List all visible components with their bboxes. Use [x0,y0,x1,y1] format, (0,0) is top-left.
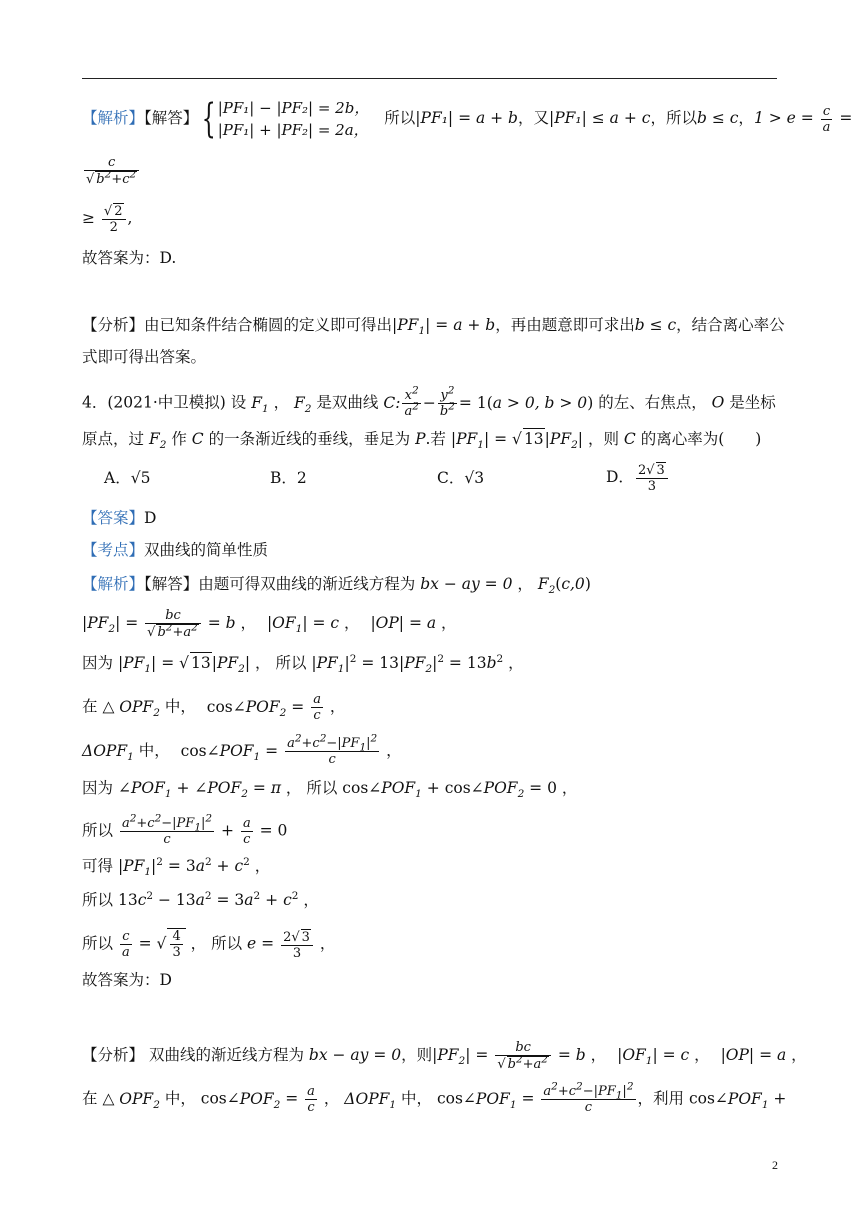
answer-value: D [144,509,157,527]
equation-system: |PF₁| − |PF₂| = 2b， |PF₁| + |PF₂| = 2a， [217,99,370,139]
equation-line: $|PF_2|$ = $\frac{bc}{√ b^2+a^2}$ = b ， $|OF_1| = c$ ， |OP| = a ， [82,608,457,640]
question-stem-2: 原点，过 $F_2$ 作 C 的一条渐近线的垂线，垂足为 P.若 $|PF_1|$ = √ $13|PF_2|$ ，则 C 的离心率为( ) [82,430,762,452]
solution-line: 【解析】【解答】{ |PF₁| − |PF₂| = 2b， |PF₁| + |PF₂| = 2a， 所以|PF₁| = a + b，又|PF₁| ≤ a + c，所以b ≤ c，1 > e = $\frac{c}{a}$ = [82,96,853,142]
equation-line: 所以 $\frac{a^2+c^2-|PF_1|^2}{c}$ + $\frac{a}{c}$ = 0 [82,812,288,847]
equation-line: 可得 $|PF_1|^2 = 3a^2 + c^2$ ， [82,855,271,879]
option-d: D． $\frac{2√ 3}{3}$ [606,462,670,494]
equation-line: 因为 $|PF_1|$ = √ $13|PF_2|$ ， 所以 $|PF_1|^2 = 13|PF_2|^2 = 13b^2$ ， [82,652,524,676]
analysis-line: 【分析】由已知条件结合椭圆的定义即可得出$|PF_1| = a + b$，再由题意即可求出b ≤ c，结合离心率公 [82,316,785,338]
answer-tag: 【答案】 [82,509,145,527]
analysis-line-2: 式即可得出答案。 [82,348,207,366]
equation-line: 所以 $\frac{c}{a}$ = √ $\frac{4}{3}$ ， 所以 e = $\frac{2√ 3}{3}$ ， [82,929,336,961]
fraction-line: $\frac{c}{√ b^2+c^2}$ [82,155,141,187]
option-a: A．√5 [104,469,151,487]
fraction-c-over-a: $\frac{c}{a}$ [822,103,831,135]
solution-tag: 【解答】 [144,109,199,127]
answer-line [82,508,156,528]
equation-line: 所以 $13c^2 - 13a^2 = 3a^2 + c^2$ ， [82,889,319,909]
solution-line: 【解析】【解答】由题可得双曲线的渐近线方程为 bx − ay = 0 ， $F_2(c,0)$ [82,575,591,597]
equation-line: $\Delta OPF_1$ 中， $\cos\angle POF_1$ = $\frac{a^2+c^2-|PF_1|^2}{c}$ ， [82,732,402,767]
conclusion-line: 故答案为：D [82,971,172,989]
question-stem: 4．(2021·中卫模拟) 设 $F_1$ ， $F_2$ 是双曲线 C: $\frac{x^2}{a^2}$ − $\frac{y^2}{b^2}$ = 1(a > 0, b > 0) 的左、右焦点， O 是坐标 [82,384,776,419]
analysis-tag: 【分析】 [82,1046,145,1064]
topic-line: 【考点】双曲线的简单性质 [82,541,269,559]
topic-tag: 【考点】 [82,541,145,559]
analysis-tag: 【分析】 [82,316,145,334]
analysis-tag: 【解析】 [82,575,145,593]
page-number: 2 [772,1158,778,1172]
equation-line: 因为 $\angle POF_1$ + $\angle POF_2 = \pi$ ， 所以 $\cos\angle POF_1$ + $\cos\angle POF_2 = 0$ ， [82,779,578,801]
option-b: B．2 [270,469,307,487]
option-c: C．√3 [437,469,485,487]
equation-line: 在 △ $OPF_2$ 中， $\cos\angle POF_2$ = $\frac{a}{c}$ ， [82,692,346,723]
analysis-tag: 【解析】 [82,109,145,127]
inequality-line: ≥ $\frac{√ 2}{2}$ , [82,204,133,235]
conclusion-line: 故答案为：D. [82,249,177,267]
analysis-line-2: 在 △ $OPF_2$ 中， $\cos\angle POF_2$ = $\frac{a}{c}$ ， $\Delta OPF_1$ 中， $\cos\angle POF_1$ = $\frac{a^2+c^2-|PF_1|^2}{c}$ ，利用 $\cos\angle POF_1$ + [82,1080,787,1115]
analysis-line: 【分析】 双曲线的渐近线方程为 bx − ay = 0，则$|PF_2|$ = $\frac{bc}{√ b^2+a^2}$ = b ， $|OF_1| = c$ ， |OP| = a ， [82,1040,807,1072]
header-rule [82,78,777,79]
